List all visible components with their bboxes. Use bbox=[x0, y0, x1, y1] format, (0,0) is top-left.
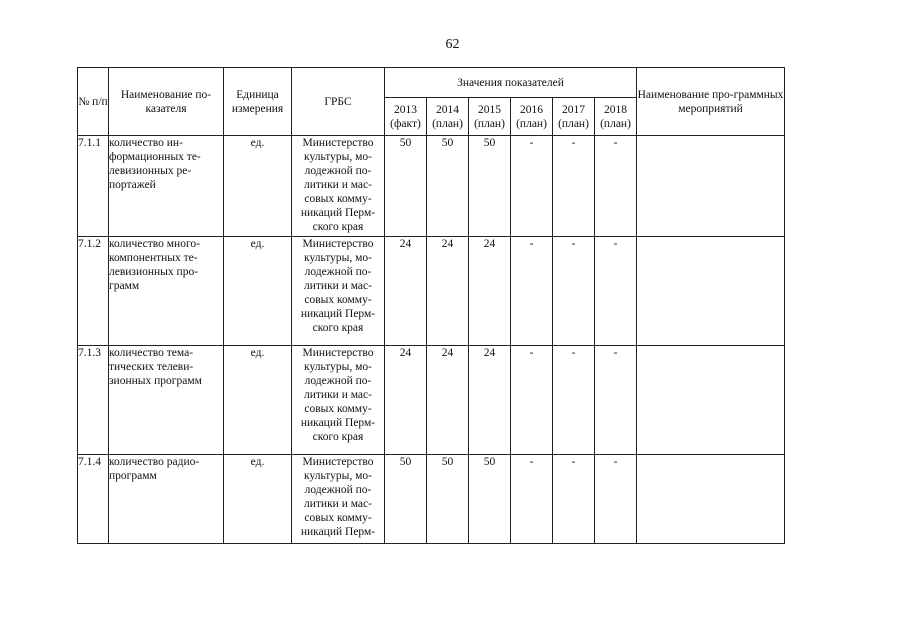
row-value-1: 50 bbox=[427, 455, 469, 544]
row-value-3: - bbox=[511, 455, 553, 544]
row-value-2: 50 bbox=[469, 136, 511, 237]
header-program: Наименование про-граммных мероприятий bbox=[637, 68, 785, 136]
row-unit: ед. bbox=[224, 346, 292, 455]
header-year-type: (план) bbox=[558, 117, 589, 130]
table-row bbox=[78, 346, 785, 455]
row-value-2: 24 bbox=[469, 346, 511, 455]
row-value-1: 24 bbox=[427, 346, 469, 455]
header-grbs: ГРБС bbox=[292, 68, 385, 136]
row-grbs-text: Министерство культуры, мо-лодежной по-литики и мас-совых комму-никаций Перм-ского края bbox=[300, 347, 376, 443]
row-grbs-text: Министерство культуры, мо-лодежной по-литики и мас-совых комму-никаций Перм- bbox=[300, 456, 376, 538]
row-number: 7.1.1 bbox=[78, 136, 109, 237]
header-year-label: 2017 bbox=[562, 103, 585, 116]
row-value-2: 24 bbox=[469, 237, 511, 346]
row-value-1: 24 bbox=[427, 237, 469, 346]
row-value-5: - bbox=[595, 455, 637, 544]
header-year-4 bbox=[553, 98, 595, 136]
row-value-0: 50 bbox=[385, 455, 427, 544]
row-value-1: 50 bbox=[427, 136, 469, 237]
row-program bbox=[637, 346, 785, 455]
row-number: 7.1.4 bbox=[78, 455, 109, 544]
header-year-type: (факт) bbox=[390, 117, 421, 130]
header-year-type: (план) bbox=[516, 117, 547, 130]
row-grbs-text: Министерство культуры, мо-лодежной по-литики и мас-совых комму-никаций Перм-ского края bbox=[300, 238, 376, 334]
row-grbs bbox=[292, 136, 385, 237]
row-grbs bbox=[292, 346, 385, 455]
table-row bbox=[78, 455, 785, 544]
row-value-3: - bbox=[511, 237, 553, 346]
table-body bbox=[78, 136, 785, 544]
row-number: 7.1.2 bbox=[78, 237, 109, 346]
header-year-type: (план) bbox=[474, 117, 505, 130]
row-indicator-name: количество тема-тических телеви-зионных программ bbox=[109, 346, 224, 455]
page-number: 62 bbox=[445, 37, 460, 52]
header-year-2 bbox=[469, 98, 511, 136]
row-grbs bbox=[292, 237, 385, 346]
row-value-4: - bbox=[553, 346, 595, 455]
header-name: Наименование по-казателя bbox=[109, 68, 224, 136]
row-indicator-name: количество ин-формационных те-левизионных ре-портажей bbox=[109, 136, 224, 237]
row-program bbox=[637, 455, 785, 544]
row-value-4: - bbox=[553, 237, 595, 346]
row-unit: ед. bbox=[224, 455, 292, 544]
header-year-label: 2016 bbox=[520, 103, 543, 116]
header-year-type: (план) bbox=[432, 117, 463, 130]
row-grbs bbox=[292, 455, 385, 544]
header-year-0 bbox=[385, 98, 427, 136]
row-value-4: - bbox=[553, 455, 595, 544]
row-value-5: - bbox=[595, 136, 637, 237]
row-value-0: 24 bbox=[385, 237, 427, 346]
header-num: № п/п bbox=[78, 68, 109, 136]
header-year-5 bbox=[595, 98, 637, 136]
header-values-group: Значения показателей bbox=[385, 68, 637, 98]
header-year-3 bbox=[511, 98, 553, 136]
table-header bbox=[78, 68, 785, 136]
header-unit: Единица измерения bbox=[224, 68, 292, 136]
row-indicator-name: количество радио-программ bbox=[109, 455, 224, 544]
header-year-label: 2018 bbox=[604, 103, 627, 116]
row-unit: ед. bbox=[224, 237, 292, 346]
row-value-0: 24 bbox=[385, 346, 427, 455]
table-row bbox=[78, 136, 785, 237]
header-year-type: (план) bbox=[600, 117, 631, 130]
header-year-label: 2014 bbox=[436, 103, 459, 116]
header-year-label: 2013 bbox=[394, 103, 417, 116]
row-value-3: - bbox=[511, 136, 553, 237]
row-value-3: - bbox=[511, 346, 553, 455]
header-year-1 bbox=[427, 98, 469, 136]
row-indicator-name: количество много-компонентных те-левизионных про-грамм bbox=[109, 237, 224, 346]
row-value-0: 50 bbox=[385, 136, 427, 237]
header-year-label: 2015 bbox=[478, 103, 501, 116]
table-row bbox=[78, 237, 785, 346]
row-number: 7.1.3 bbox=[78, 346, 109, 455]
row-value-2: 50 bbox=[469, 455, 511, 544]
row-program bbox=[637, 136, 785, 237]
row-value-4: - bbox=[553, 136, 595, 237]
row-unit: ед. bbox=[224, 136, 292, 237]
row-grbs-text: Министерство культуры, мо-лодежной по-литики и мас-совых комму-никаций Перм-ского края bbox=[300, 137, 376, 233]
row-value-5: - bbox=[595, 237, 637, 346]
row-value-5: - bbox=[595, 346, 637, 455]
indicators-table bbox=[77, 67, 785, 544]
row-program bbox=[637, 237, 785, 346]
